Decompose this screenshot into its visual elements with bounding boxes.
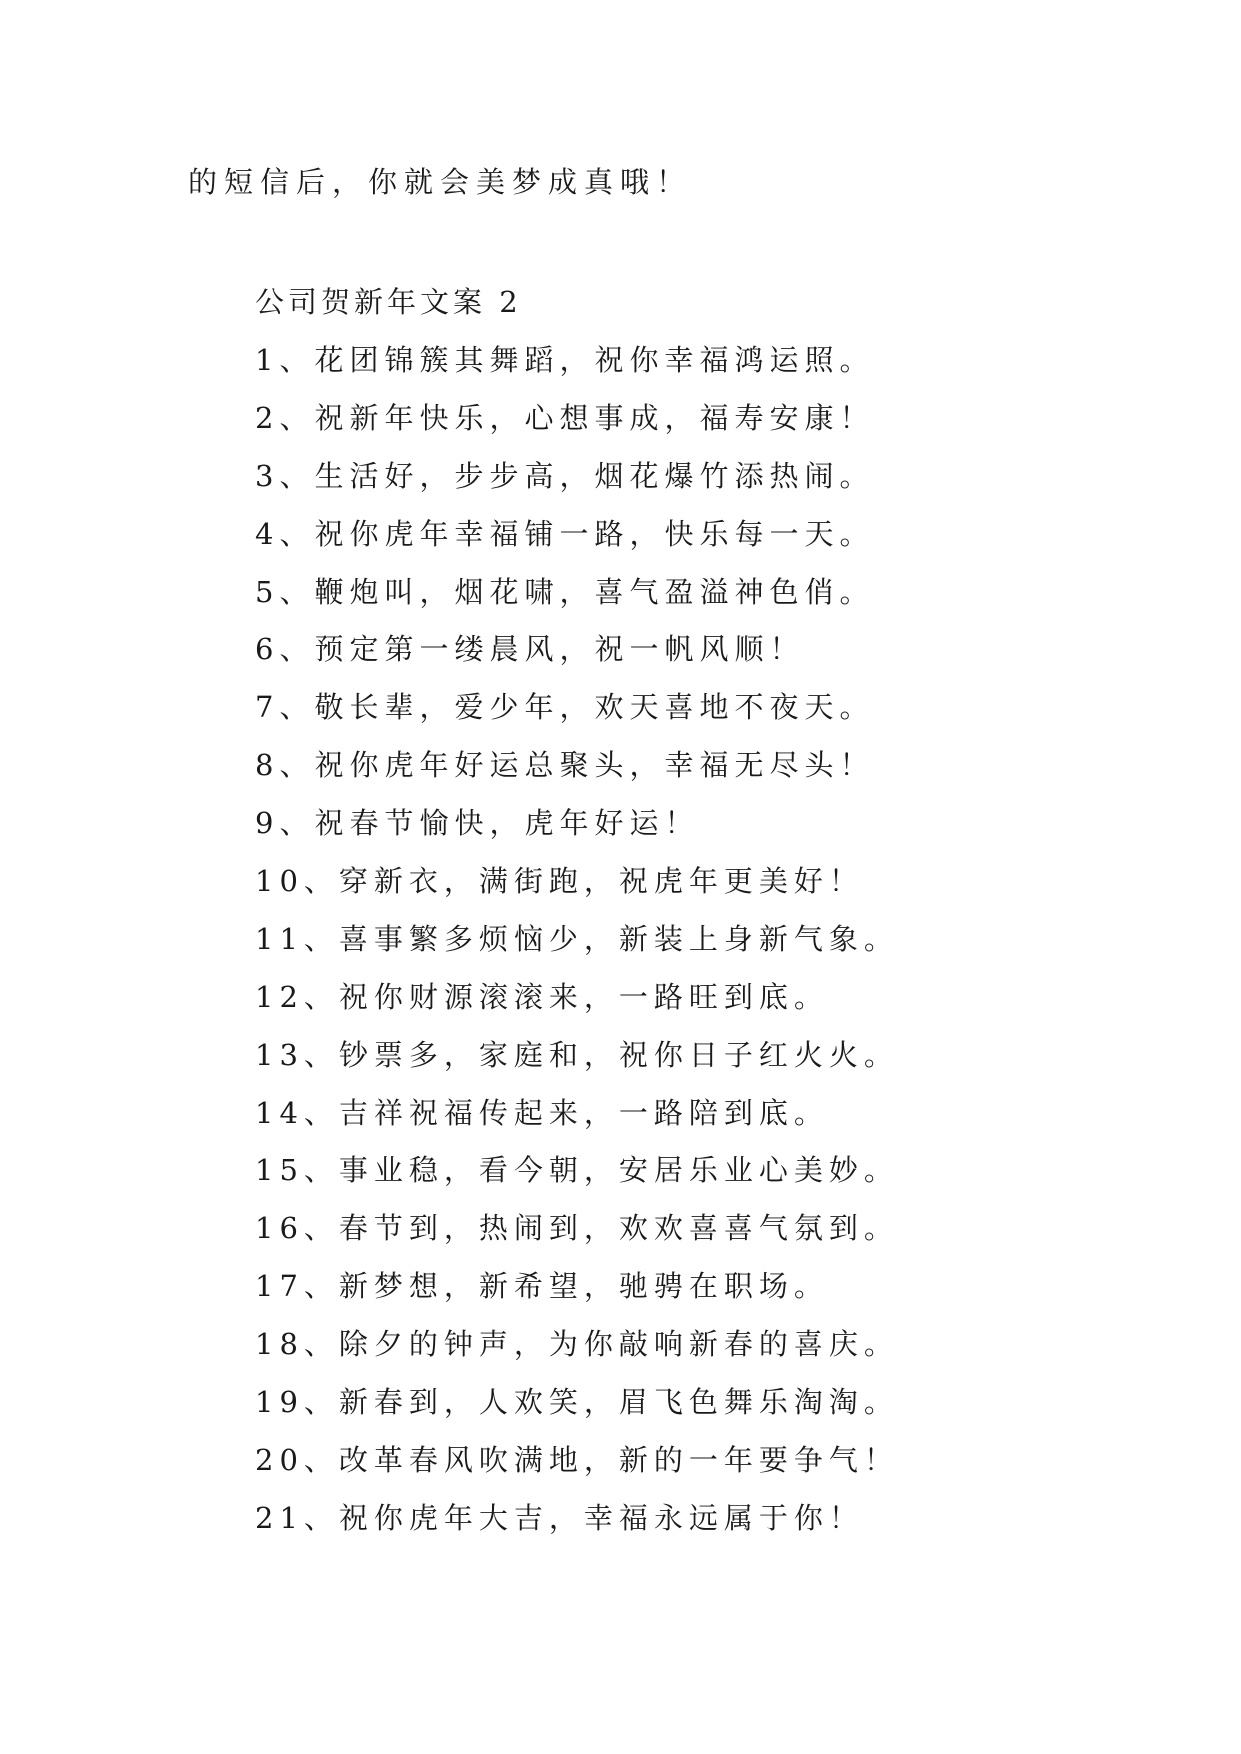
list-item: 19、新春到，人欢笑，眉飞色舞乐淘淘。 <box>255 1385 899 1420</box>
list-item: 4、祝你虎年幸福铺一路，快乐每一天。 <box>255 516 875 551</box>
wish-list <box>255 340 899 1556</box>
section-title: 公司贺新年文案 2 <box>255 285 522 319</box>
list-item: 9、祝春节愉快，虎年好运！ <box>255 806 700 841</box>
list-item: 18、除夕的钟声，为你敲响新春的喜庆。 <box>255 1327 899 1362</box>
list-item: 8、祝你虎年好运总聚头，幸福无尽头！ <box>255 748 875 783</box>
list-item: 11、喜事繁多烦恼少，新装上身新气象。 <box>255 921 899 956</box>
list-item: 10、穿新衣，满街跑，祝虎年更美好！ <box>255 864 864 899</box>
list-item: 1、花团锦簇其舞蹈，祝你幸福鸿运照。 <box>255 343 875 377</box>
list-item: 7、敬长辈，爱少年，欢天喜地不夜天。 <box>255 690 875 725</box>
list-item: 15、事业稳，看今朝，安居乐业心美妙。 <box>255 1153 899 1188</box>
list-item: 12、祝你财源滚滚来，一路旺到底。 <box>255 979 829 1014</box>
list-item: 2、祝新年快乐，心想事成，福寿安康！ <box>255 400 875 435</box>
list-item: 21、祝你虎年大吉，幸福永远属于你！ <box>255 1500 864 1535</box>
continuation-paragraph: 的短信后，你就会美梦成真哦！ <box>188 165 693 199</box>
list-item: 14、吉祥祝福传起来，一路陪到底。 <box>255 1095 829 1130</box>
list-item: 13、钞票多，家庭和，祝你日子红火火。 <box>255 1037 899 1072</box>
list-item: 20、改革春风吹满地，新的一年要争气！ <box>255 1442 899 1477</box>
list-item: 16、春节到，热闹到，欢欢喜喜气氛到。 <box>255 1211 899 1246</box>
list-item: 5、鞭炮叫，烟花啸，喜气盈溢神色俏。 <box>255 574 875 609</box>
list-item: 6、预定第一缕晨风，祝一帆风顺！ <box>255 632 805 667</box>
list-item: 3、生活好，步步高，烟花爆竹添热闹。 <box>255 458 875 493</box>
list-item: 17、新梦想，新希望，驰骋在职场。 <box>255 1269 829 1304</box>
